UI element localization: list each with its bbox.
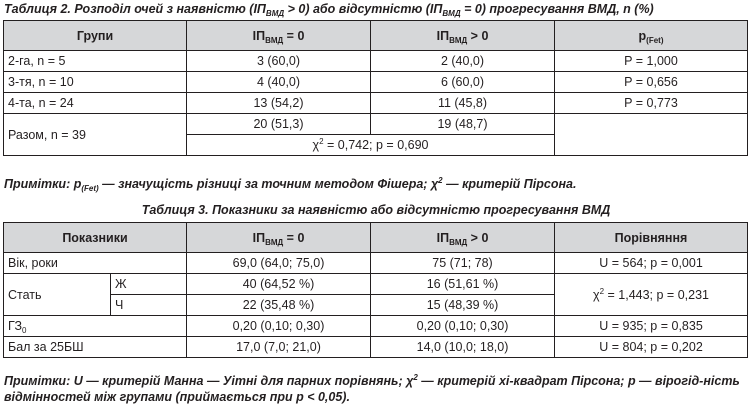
cell-score-cmp: U = 804; p = 0,202 xyxy=(555,337,748,358)
cell-p: P = 1,000 xyxy=(555,51,748,72)
cell-score-gt0: 14,0 (10,0; 18,0) xyxy=(371,337,555,358)
header-ip-eq0: $ІП_{ВМД} = 0$ xyxy=(187,223,371,253)
cell-sex-female: Ж xyxy=(111,274,187,295)
header-comparison: Порівняння xyxy=(555,223,748,253)
table-row-gz xyxy=(4,316,748,337)
table-row-age xyxy=(4,253,748,274)
cell-eq0: 3 (60,0) xyxy=(187,51,371,72)
cell-total-group: Разом, n = 39 xyxy=(4,114,187,156)
cell-eq0: 13 (54,2) xyxy=(187,93,371,114)
cell-male-eq0: 22 (35,48 %) xyxy=(187,295,371,316)
caption-subscript: ВМД xyxy=(265,9,285,18)
cell-chi-square: $\chi^2 = 0,742$; p = 0,690 xyxy=(187,135,555,156)
cell-gz-cmp: U = 935; p = 0,835 xyxy=(555,316,748,337)
cell-p: P = 0,773 xyxy=(555,93,748,114)
cell-gt0: 6 (60,0) xyxy=(371,72,555,93)
cell-total-gt0: 19 (48,7) xyxy=(371,114,555,135)
header-ip-gt0: $ІП_{ВМД} > 0$ xyxy=(371,21,555,51)
header-ip-gt0: $ІП_{ВМД} > 0$ xyxy=(371,223,555,253)
caption-subscript: ВМД xyxy=(442,9,461,18)
table2 xyxy=(3,20,748,156)
cell-group: 2-га, n = 5 xyxy=(4,51,187,72)
table2-caption xyxy=(4,2,752,17)
cell-female-gt0: 16 (51,61 %) xyxy=(371,274,555,295)
cell-age-label: Вік, роки xyxy=(4,253,187,274)
cell-total-p-empty xyxy=(555,114,748,156)
cell-age-eq0: 69,0 (64,0; 75,0) xyxy=(187,253,371,274)
table-row xyxy=(4,72,748,93)
cell-gz-label: $ГЗ_0$ xyxy=(4,316,187,337)
cell-total-eq0: 20 (51,3) xyxy=(187,114,371,135)
table-row-total xyxy=(4,114,748,135)
table-row-sex-female xyxy=(4,274,748,295)
caption-text: = 0) прогресування ВМД, n (%) xyxy=(460,2,654,16)
cell-gt0: 11 (45,8) xyxy=(371,93,555,114)
cell-gz-gt0: 0,20 (0,10; 0,30) xyxy=(371,316,555,337)
table3-note: Примітки: U — критерій Манна — Уітні для парних порівнянь; $\chi^2$ — критерій хі-квадрат Пірсона; p — вірогід-ність відмінностей між групами (приймається при p < 0,05). xyxy=(4,373,740,404)
cell-eq0: 4 (40,0) xyxy=(187,72,371,93)
cell-age-cmp: U = 564; p = 0,001 xyxy=(555,253,748,274)
table3 xyxy=(3,222,748,358)
cell-group: 3-тя, n = 10 xyxy=(4,72,187,93)
header-indicators: Показники xyxy=(4,223,187,253)
caption-text: > 0) або відсутністю (ІП xyxy=(284,2,443,16)
cell-score-eq0: 17,0 (7,0; 21,0) xyxy=(187,337,371,358)
header-groups: Групи xyxy=(4,21,187,51)
cell-sex-male: Ч xyxy=(111,295,187,316)
cell-male-gt0: 15 (48,39 %) xyxy=(371,295,555,316)
cell-sex-label: Стать xyxy=(4,274,111,316)
cell-gz-eq0: 0,20 (0,10; 0,30) xyxy=(187,316,371,337)
table-row-score xyxy=(4,337,748,358)
table2-note: Примітки: $p_{(Fet)}$ — значущість різниці за точним методом Фішера; $\chi^2$ — критерій Пірсона. xyxy=(4,176,577,193)
cell-score-label: Бал за 25БШ xyxy=(4,337,187,358)
cell-sex-chi: $\chi^2 = 1,443$; p = 0,231 xyxy=(555,274,748,316)
cell-group: 4-та, n = 24 xyxy=(4,93,187,114)
header-p-fet: $p_{(Fet)}$ xyxy=(555,21,748,51)
table-row xyxy=(4,93,748,114)
table3-caption: Таблиця 3. Показники за наявністю або відсутністю прогресування ВМД xyxy=(141,203,611,217)
cell-gt0: 2 (40,0) xyxy=(371,51,555,72)
cell-age-gt0: 75 (71; 78) xyxy=(371,253,555,274)
cell-female-eq0: 40 (64,52 %) xyxy=(187,274,371,295)
table-row xyxy=(4,51,748,72)
header-ip-eq0: $ІП_{ВМД} = 0$ xyxy=(187,21,371,51)
caption-text: Таблиця 2. Розподіл очей з наявністю (ІП xyxy=(4,2,266,16)
cell-p: P = 0,656 xyxy=(555,72,748,93)
table-header-row xyxy=(4,223,748,253)
table-header-row xyxy=(4,21,748,51)
